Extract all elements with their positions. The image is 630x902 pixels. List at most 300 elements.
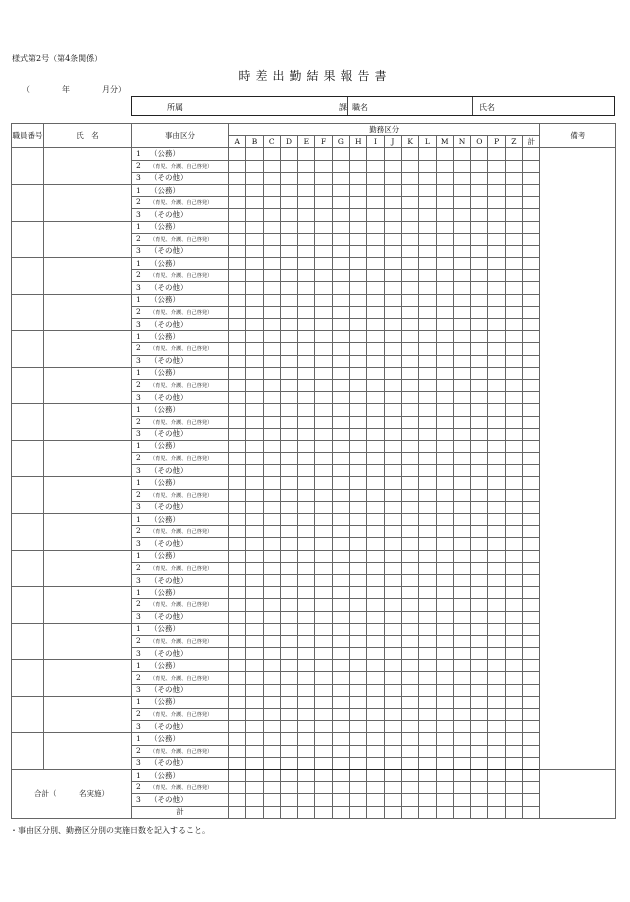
day-count-cell[interactable]	[280, 392, 297, 404]
day-count-cell[interactable]	[488, 562, 505, 574]
day-count-cell[interactable]	[453, 306, 470, 318]
day-count-cell[interactable]	[384, 477, 401, 489]
day-count-cell[interactable]	[263, 623, 280, 635]
day-count-cell[interactable]	[419, 343, 436, 355]
day-count-cell[interactable]	[488, 245, 505, 257]
day-count-cell[interactable]	[280, 221, 297, 233]
day-count-cell[interactable]	[229, 294, 246, 306]
day-count-cell[interactable]	[263, 343, 280, 355]
day-count-cell[interactable]	[280, 343, 297, 355]
employee-name-cell[interactable]	[44, 514, 132, 551]
day-count-cell[interactable]	[401, 501, 418, 513]
day-count-cell[interactable]	[332, 587, 349, 599]
day-count-cell[interactable]	[505, 587, 522, 599]
day-count-cell[interactable]	[315, 757, 332, 769]
day-count-cell[interactable]	[523, 209, 540, 221]
day-count-cell[interactable]	[488, 148, 505, 160]
total-count-cell[interactable]	[246, 769, 263, 781]
day-count-cell[interactable]	[350, 721, 367, 733]
day-count-cell[interactable]	[332, 282, 349, 294]
day-count-cell[interactable]	[401, 233, 418, 245]
day-count-cell[interactable]	[280, 611, 297, 623]
day-count-cell[interactable]	[505, 355, 522, 367]
day-count-cell[interactable]	[419, 440, 436, 452]
day-count-cell[interactable]	[332, 258, 349, 270]
day-count-cell[interactable]	[488, 599, 505, 611]
day-count-cell[interactable]	[315, 465, 332, 477]
sum-count-cell[interactable]	[505, 806, 522, 818]
total-count-cell[interactable]	[350, 769, 367, 781]
day-count-cell[interactable]	[229, 733, 246, 745]
day-count-cell[interactable]	[298, 294, 315, 306]
day-count-cell[interactable]	[401, 355, 418, 367]
day-count-cell[interactable]	[315, 221, 332, 233]
day-count-cell[interactable]	[453, 611, 470, 623]
day-count-cell[interactable]	[384, 623, 401, 635]
day-count-cell[interactable]	[523, 477, 540, 489]
day-count-cell[interactable]	[505, 404, 522, 416]
day-count-cell[interactable]	[436, 721, 453, 733]
day-count-cell[interactable]	[367, 428, 384, 440]
day-count-cell[interactable]	[315, 538, 332, 550]
day-count-cell[interactable]	[488, 501, 505, 513]
day-count-cell[interactable]	[523, 574, 540, 586]
day-count-cell[interactable]	[298, 282, 315, 294]
day-count-cell[interactable]	[280, 574, 297, 586]
day-count-cell[interactable]	[401, 209, 418, 221]
day-count-cell[interactable]	[505, 538, 522, 550]
day-count-cell[interactable]	[436, 282, 453, 294]
total-count-cell[interactable]	[367, 782, 384, 794]
day-count-cell[interactable]	[246, 392, 263, 404]
total-count-cell[interactable]	[229, 782, 246, 794]
day-count-cell[interactable]	[384, 611, 401, 623]
day-count-cell[interactable]	[229, 721, 246, 733]
day-count-cell[interactable]	[471, 514, 488, 526]
day-count-cell[interactable]	[471, 465, 488, 477]
day-count-cell[interactable]	[298, 757, 315, 769]
day-count-cell[interactable]	[384, 197, 401, 209]
day-count-cell[interactable]	[488, 343, 505, 355]
day-count-cell[interactable]	[367, 282, 384, 294]
day-count-cell[interactable]	[332, 696, 349, 708]
day-count-cell[interactable]	[229, 392, 246, 404]
day-count-cell[interactable]	[505, 148, 522, 160]
total-count-cell[interactable]	[419, 769, 436, 781]
day-count-cell[interactable]	[367, 306, 384, 318]
day-count-cell[interactable]	[523, 258, 540, 270]
day-count-cell[interactable]	[350, 733, 367, 745]
day-count-cell[interactable]	[350, 672, 367, 684]
day-count-cell[interactable]	[523, 343, 540, 355]
day-count-cell[interactable]	[367, 209, 384, 221]
day-count-cell[interactable]	[246, 550, 263, 562]
day-count-cell[interactable]	[419, 721, 436, 733]
day-count-cell[interactable]	[436, 550, 453, 562]
day-count-cell[interactable]	[471, 757, 488, 769]
day-count-cell[interactable]	[350, 221, 367, 233]
day-count-cell[interactable]	[246, 270, 263, 282]
day-count-cell[interactable]	[350, 526, 367, 538]
day-count-cell[interactable]	[401, 270, 418, 282]
day-count-cell[interactable]	[488, 635, 505, 647]
day-count-cell[interactable]	[401, 733, 418, 745]
day-count-cell[interactable]	[523, 745, 540, 757]
day-count-cell[interactable]	[280, 184, 297, 196]
day-count-cell[interactable]	[332, 148, 349, 160]
day-count-cell[interactable]	[280, 757, 297, 769]
day-count-cell[interactable]	[384, 172, 401, 184]
day-count-cell[interactable]	[436, 526, 453, 538]
day-count-cell[interactable]	[263, 684, 280, 696]
sum-count-cell[interactable]	[419, 806, 436, 818]
day-count-cell[interactable]	[263, 733, 280, 745]
day-count-cell[interactable]	[505, 599, 522, 611]
day-count-cell[interactable]	[453, 477, 470, 489]
day-count-cell[interactable]	[332, 440, 349, 452]
day-count-cell[interactable]	[332, 660, 349, 672]
day-count-cell[interactable]	[436, 270, 453, 282]
day-count-cell[interactable]	[263, 331, 280, 343]
total-count-cell[interactable]	[505, 782, 522, 794]
day-count-cell[interactable]	[229, 757, 246, 769]
day-count-cell[interactable]	[263, 745, 280, 757]
day-count-cell[interactable]	[471, 709, 488, 721]
day-count-cell[interactable]	[505, 660, 522, 672]
day-count-cell[interactable]	[471, 282, 488, 294]
sum-count-cell[interactable]	[471, 806, 488, 818]
day-count-cell[interactable]	[246, 160, 263, 172]
day-count-cell[interactable]	[315, 440, 332, 452]
day-count-cell[interactable]	[523, 550, 540, 562]
day-count-cell[interactable]	[419, 733, 436, 745]
day-count-cell[interactable]	[280, 379, 297, 391]
day-count-cell[interactable]	[280, 721, 297, 733]
day-count-cell[interactable]	[471, 184, 488, 196]
day-count-cell[interactable]	[436, 197, 453, 209]
day-count-cell[interactable]	[350, 392, 367, 404]
day-count-cell[interactable]	[436, 696, 453, 708]
day-count-cell[interactable]	[246, 660, 263, 672]
day-count-cell[interactable]	[315, 392, 332, 404]
total-count-cell[interactable]	[298, 794, 315, 806]
day-count-cell[interactable]	[471, 453, 488, 465]
day-count-cell[interactable]	[263, 672, 280, 684]
day-count-cell[interactable]	[263, 221, 280, 233]
day-count-cell[interactable]	[419, 599, 436, 611]
day-count-cell[interactable]	[505, 477, 522, 489]
day-count-cell[interactable]	[246, 233, 263, 245]
staff-number-cell[interactable]	[12, 623, 44, 660]
total-count-cell[interactable]	[471, 794, 488, 806]
staff-number-cell[interactable]	[12, 660, 44, 697]
day-count-cell[interactable]	[263, 294, 280, 306]
day-count-cell[interactable]	[229, 343, 246, 355]
day-count-cell[interactable]	[488, 648, 505, 660]
day-count-cell[interactable]	[367, 574, 384, 586]
day-count-cell[interactable]	[315, 331, 332, 343]
day-count-cell[interactable]	[263, 172, 280, 184]
day-count-cell[interactable]	[315, 611, 332, 623]
day-count-cell[interactable]	[453, 453, 470, 465]
day-count-cell[interactable]	[505, 379, 522, 391]
employee-name-cell[interactable]	[44, 440, 132, 477]
day-count-cell[interactable]	[229, 550, 246, 562]
day-count-cell[interactable]	[315, 233, 332, 245]
day-count-cell[interactable]	[471, 355, 488, 367]
day-count-cell[interactable]	[488, 757, 505, 769]
day-count-cell[interactable]	[401, 379, 418, 391]
staff-number-cell[interactable]	[12, 367, 44, 404]
day-count-cell[interactable]	[384, 684, 401, 696]
day-count-cell[interactable]	[246, 648, 263, 660]
day-count-cell[interactable]	[332, 562, 349, 574]
day-count-cell[interactable]	[488, 184, 505, 196]
day-count-cell[interactable]	[332, 294, 349, 306]
day-count-cell[interactable]	[263, 587, 280, 599]
day-count-cell[interactable]	[350, 745, 367, 757]
day-count-cell[interactable]	[419, 282, 436, 294]
day-count-cell[interactable]	[298, 635, 315, 647]
day-count-cell[interactable]	[246, 672, 263, 684]
day-count-cell[interactable]	[419, 501, 436, 513]
day-count-cell[interactable]	[471, 197, 488, 209]
day-count-cell[interactable]	[523, 733, 540, 745]
day-count-cell[interactable]	[401, 160, 418, 172]
day-count-cell[interactable]	[505, 696, 522, 708]
day-count-cell[interactable]	[419, 660, 436, 672]
day-count-cell[interactable]	[419, 355, 436, 367]
day-count-cell[interactable]	[229, 538, 246, 550]
day-count-cell[interactable]	[367, 733, 384, 745]
employee-name-cell[interactable]	[44, 404, 132, 441]
day-count-cell[interactable]	[367, 709, 384, 721]
day-count-cell[interactable]	[280, 623, 297, 635]
day-count-cell[interactable]	[298, 233, 315, 245]
day-count-cell[interactable]	[488, 294, 505, 306]
day-count-cell[interactable]	[350, 233, 367, 245]
day-count-cell[interactable]	[263, 245, 280, 257]
day-count-cell[interactable]	[350, 623, 367, 635]
day-count-cell[interactable]	[419, 672, 436, 684]
day-count-cell[interactable]	[523, 709, 540, 721]
day-count-cell[interactable]	[350, 172, 367, 184]
day-count-cell[interactable]	[505, 635, 522, 647]
total-count-cell[interactable]	[263, 794, 280, 806]
day-count-cell[interactable]	[280, 282, 297, 294]
day-count-cell[interactable]	[523, 648, 540, 660]
day-count-cell[interactable]	[332, 550, 349, 562]
sum-count-cell[interactable]	[401, 806, 418, 818]
day-count-cell[interactable]	[453, 660, 470, 672]
day-count-cell[interactable]	[471, 562, 488, 574]
day-count-cell[interactable]	[229, 477, 246, 489]
day-count-cell[interactable]	[453, 587, 470, 599]
day-count-cell[interactable]	[367, 757, 384, 769]
day-count-cell[interactable]	[471, 550, 488, 562]
day-count-cell[interactable]	[298, 526, 315, 538]
day-count-cell[interactable]	[505, 623, 522, 635]
day-count-cell[interactable]	[332, 404, 349, 416]
day-count-cell[interactable]	[315, 526, 332, 538]
day-count-cell[interactable]	[384, 367, 401, 379]
day-count-cell[interactable]	[332, 319, 349, 331]
day-count-cell[interactable]	[401, 745, 418, 757]
day-count-cell[interactable]	[505, 331, 522, 343]
staff-number-cell[interactable]	[12, 587, 44, 624]
day-count-cell[interactable]	[350, 355, 367, 367]
day-count-cell[interactable]	[471, 294, 488, 306]
day-count-cell[interactable]	[298, 684, 315, 696]
day-count-cell[interactable]	[298, 306, 315, 318]
total-count-cell[interactable]	[332, 769, 349, 781]
total-count-cell[interactable]	[505, 794, 522, 806]
employee-name-cell[interactable]	[44, 258, 132, 295]
day-count-cell[interactable]	[471, 319, 488, 331]
day-count-cell[interactable]	[263, 282, 280, 294]
day-count-cell[interactable]	[332, 684, 349, 696]
day-count-cell[interactable]	[280, 209, 297, 221]
day-count-cell[interactable]	[419, 514, 436, 526]
day-count-cell[interactable]	[332, 416, 349, 428]
day-count-cell[interactable]	[523, 306, 540, 318]
day-count-cell[interactable]	[384, 428, 401, 440]
day-count-cell[interactable]	[332, 379, 349, 391]
day-count-cell[interactable]	[453, 331, 470, 343]
day-count-cell[interactable]	[350, 635, 367, 647]
day-count-cell[interactable]	[436, 404, 453, 416]
day-count-cell[interactable]	[332, 245, 349, 257]
day-count-cell[interactable]	[298, 355, 315, 367]
day-count-cell[interactable]	[401, 489, 418, 501]
total-count-cell[interactable]	[523, 782, 540, 794]
day-count-cell[interactable]	[436, 745, 453, 757]
day-count-cell[interactable]	[523, 721, 540, 733]
day-count-cell[interactable]	[367, 721, 384, 733]
day-count-cell[interactable]	[298, 428, 315, 440]
day-count-cell[interactable]	[350, 465, 367, 477]
day-count-cell[interactable]	[350, 562, 367, 574]
day-count-cell[interactable]	[384, 306, 401, 318]
day-count-cell[interactable]	[488, 623, 505, 635]
total-count-cell[interactable]	[332, 782, 349, 794]
day-count-cell[interactable]	[263, 367, 280, 379]
day-count-cell[interactable]	[367, 172, 384, 184]
day-count-cell[interactable]	[505, 343, 522, 355]
day-count-cell[interactable]	[367, 745, 384, 757]
day-count-cell[interactable]	[384, 660, 401, 672]
day-count-cell[interactable]	[246, 465, 263, 477]
day-count-cell[interactable]	[315, 672, 332, 684]
day-count-cell[interactable]	[436, 635, 453, 647]
day-count-cell[interactable]	[332, 172, 349, 184]
day-count-cell[interactable]	[488, 465, 505, 477]
day-count-cell[interactable]	[332, 574, 349, 586]
day-count-cell[interactable]	[523, 392, 540, 404]
day-count-cell[interactable]	[367, 501, 384, 513]
day-count-cell[interactable]	[384, 562, 401, 574]
day-count-cell[interactable]	[367, 672, 384, 684]
day-count-cell[interactable]	[523, 587, 540, 599]
day-count-cell[interactable]	[350, 489, 367, 501]
total-count-cell[interactable]	[505, 769, 522, 781]
day-count-cell[interactable]	[453, 465, 470, 477]
sum-count-cell[interactable]	[436, 806, 453, 818]
day-count-cell[interactable]	[298, 209, 315, 221]
day-count-cell[interactable]	[332, 538, 349, 550]
day-count-cell[interactable]	[246, 172, 263, 184]
day-count-cell[interactable]	[436, 465, 453, 477]
day-count-cell[interactable]	[384, 599, 401, 611]
day-count-cell[interactable]	[315, 635, 332, 647]
day-count-cell[interactable]	[453, 184, 470, 196]
day-count-cell[interactable]	[505, 453, 522, 465]
day-count-cell[interactable]	[246, 343, 263, 355]
day-count-cell[interactable]	[401, 684, 418, 696]
day-count-cell[interactable]	[350, 306, 367, 318]
day-count-cell[interactable]	[488, 489, 505, 501]
day-count-cell[interactable]	[488, 160, 505, 172]
day-count-cell[interactable]	[384, 489, 401, 501]
day-count-cell[interactable]	[384, 440, 401, 452]
day-count-cell[interactable]	[298, 343, 315, 355]
day-count-cell[interactable]	[280, 416, 297, 428]
day-count-cell[interactable]	[471, 270, 488, 282]
day-count-cell[interactable]	[315, 184, 332, 196]
day-count-cell[interactable]	[453, 721, 470, 733]
day-count-cell[interactable]	[246, 623, 263, 635]
day-count-cell[interactable]	[436, 574, 453, 586]
day-count-cell[interactable]	[263, 696, 280, 708]
day-count-cell[interactable]	[298, 648, 315, 660]
day-count-cell[interactable]	[505, 465, 522, 477]
day-count-cell[interactable]	[350, 501, 367, 513]
staff-number-cell[interactable]	[12, 184, 44, 221]
day-count-cell[interactable]	[419, 477, 436, 489]
day-count-cell[interactable]	[280, 319, 297, 331]
day-count-cell[interactable]	[523, 453, 540, 465]
day-count-cell[interactable]	[332, 501, 349, 513]
day-count-cell[interactable]	[436, 209, 453, 221]
day-count-cell[interactable]	[419, 294, 436, 306]
total-count-cell[interactable]	[384, 782, 401, 794]
total-count-cell[interactable]	[280, 794, 297, 806]
day-count-cell[interactable]	[263, 233, 280, 245]
day-count-cell[interactable]	[298, 709, 315, 721]
day-count-cell[interactable]	[523, 172, 540, 184]
employee-name-cell[interactable]	[44, 294, 132, 331]
total-count-cell[interactable]	[315, 782, 332, 794]
day-count-cell[interactable]	[401, 172, 418, 184]
day-count-cell[interactable]	[523, 355, 540, 367]
day-count-cell[interactable]	[350, 550, 367, 562]
day-count-cell[interactable]	[419, 197, 436, 209]
day-count-cell[interactable]	[453, 696, 470, 708]
day-count-cell[interactable]	[246, 745, 263, 757]
day-count-cell[interactable]	[505, 550, 522, 562]
day-count-cell[interactable]	[471, 587, 488, 599]
total-count-cell[interactable]	[488, 782, 505, 794]
total-count-cell[interactable]	[350, 794, 367, 806]
day-count-cell[interactable]	[280, 294, 297, 306]
day-count-cell[interactable]	[315, 355, 332, 367]
day-count-cell[interactable]	[315, 453, 332, 465]
day-count-cell[interactable]	[419, 526, 436, 538]
day-count-cell[interactable]	[436, 343, 453, 355]
day-count-cell[interactable]	[229, 331, 246, 343]
day-count-cell[interactable]	[332, 209, 349, 221]
day-count-cell[interactable]	[419, 221, 436, 233]
